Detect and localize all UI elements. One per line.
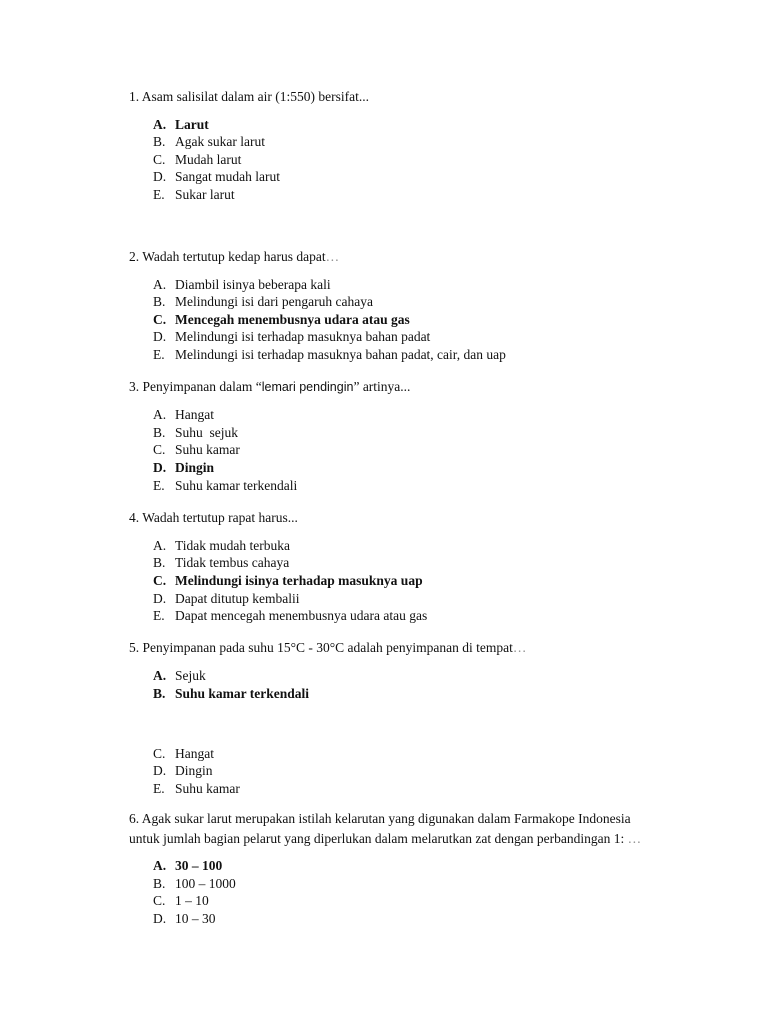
question-5-option-b [153, 685, 309, 703]
question-1-option-c [153, 151, 241, 169]
question-1-option-a [153, 116, 209, 134]
option-text: Mudah larut [175, 152, 242, 167]
option-letter: C. [153, 573, 167, 588]
option-text: Hangat [175, 407, 214, 422]
option-text: Melindungi isinya terhadap masuknya uap [175, 573, 423, 588]
option-letter: B. [153, 425, 166, 440]
option-text: Sukar larut [175, 187, 235, 202]
question-text: 5. Penyimpanan pada suhu 15°C - 30°C adalah penyimpanan di tempat [129, 640, 513, 655]
question-2-text [129, 246, 339, 267]
option-text: Tidak tembus cahaya [175, 555, 290, 570]
option-text: Larut [175, 117, 209, 132]
option-letter: B. [153, 294, 166, 309]
option-letter: E. [153, 608, 165, 623]
option-text: Dapat mencegah menembusnya udara atau gas [175, 608, 428, 623]
option-letter: D. [153, 460, 167, 475]
question-2-option-d [153, 328, 430, 346]
option-letter: A. [153, 538, 167, 553]
question-1-option-d [153, 168, 280, 186]
question-4-option-d [153, 590, 299, 608]
option-letter: C. [153, 442, 166, 457]
question-text-suffix: ” artinya... [353, 379, 411, 394]
option-letter: E. [153, 347, 165, 362]
question-4-option-e [153, 607, 427, 625]
question-1-text: 1. Asam salisilat dalam air (1:550) bersifat... [129, 89, 369, 104]
option-text: Suhu kamar terkendali [175, 686, 310, 701]
question-6-text-line-2 [129, 828, 641, 849]
question-ellipsis: … [325, 249, 340, 264]
question-6-option-b [153, 875, 236, 893]
option-letter: A. [153, 117, 167, 132]
option-text: 100 – 1000 [175, 876, 236, 891]
option-letter: C. [153, 152, 166, 167]
option-text: Tidak mudah terbuka [175, 538, 290, 553]
question-6-option-a [153, 857, 222, 875]
option-text: 30 – 100 [175, 858, 223, 873]
option-letter: C. [153, 312, 167, 327]
option-text: Mencegah menembusnya udara atau gas [175, 312, 410, 327]
option-letter: B. [153, 555, 166, 570]
question-5-option-e [153, 780, 240, 798]
option-letter: C. [153, 746, 166, 761]
question-2-option-c [153, 311, 410, 329]
option-text: Suhu kamar [175, 781, 240, 796]
option-letter: D. [153, 591, 167, 606]
question-5-text [129, 637, 526, 658]
option-text: Hangat [175, 746, 214, 761]
question-2-option-e [153, 346, 506, 364]
option-text: Dingin [175, 763, 213, 778]
option-letter: A. [153, 858, 167, 873]
option-text: Dapat ditutup kembalii [175, 591, 300, 606]
option-letter: D. [153, 169, 167, 184]
option-text: Melindungi isi terhadap masuknya bahan padat, cair, dan uap [175, 347, 506, 362]
question-5-option-c [153, 745, 214, 763]
option-letter: E. [153, 187, 165, 202]
question-1-option-e [153, 186, 235, 204]
option-text: Melindungi isi dari pengaruh cahaya [175, 294, 373, 309]
question-3-option-a [153, 406, 214, 424]
question-4-text: 4. Wadah tertutup rapat harus... [129, 510, 298, 525]
question-1-option-b [153, 133, 265, 151]
option-text: 10 – 30 [175, 911, 216, 926]
question-4-option-b [153, 554, 289, 572]
option-text: Suhu kamar terkendali [175, 478, 298, 493]
option-letter: D. [153, 911, 167, 926]
option-letter: A. [153, 277, 167, 292]
question-6-option-c [153, 892, 209, 910]
option-text: 1 – 10 [175, 893, 209, 908]
option-text: Diambil isinya beberapa kali [175, 277, 331, 292]
question-ellipsis: … [627, 831, 642, 846]
question-4-option-c [153, 572, 423, 590]
option-text: Sangat mudah larut [175, 169, 280, 184]
option-text: Agak sukar larut [175, 134, 265, 149]
option-letter: E. [153, 781, 165, 796]
question-3-option-b [153, 424, 238, 442]
question-3-option-e [153, 477, 297, 495]
question-6-text-line-1: 6. Agak sukar larut merupakan istilah kelarutan yang digunakan dalam Farmakope Indonesia [129, 811, 631, 826]
option-text: Dingin [175, 460, 215, 475]
option-letter: A. [153, 668, 167, 683]
option-letter: E. [153, 478, 165, 493]
question-2-option-b [153, 293, 373, 311]
question-5-option-d [153, 762, 213, 780]
option-text: Suhu sejuk [175, 425, 239, 440]
option-letter: D. [153, 763, 167, 778]
question-ellipsis: … [512, 640, 527, 655]
option-letter: C. [153, 893, 166, 908]
option-letter: A. [153, 407, 167, 422]
option-letter: B. [153, 134, 166, 149]
option-text: Suhu kamar [175, 442, 240, 457]
option-letter: B. [153, 876, 166, 891]
question-2-option-a [153, 276, 331, 294]
option-text: Melindungi isi terhadap masuknya bahan padat [175, 329, 431, 344]
question-text-term: lemari pendingin [261, 380, 354, 394]
question-5-option-a [153, 667, 206, 685]
option-letter: B. [153, 686, 166, 701]
question-4-option-a [153, 537, 290, 555]
question-3-text [129, 376, 410, 398]
option-text: Sejuk [175, 668, 206, 683]
question-text: 2. Wadah tertutup kedap harus dapat [129, 249, 326, 264]
question-3-option-d [153, 459, 214, 477]
question-text-prefix: 3. Penyimpanan dalam “ [129, 379, 262, 394]
question-text: untuk jumlah bagian pelarut yang diperlukan dalam melarutkan zat dengan perbandingan 1: [129, 831, 625, 846]
option-letter: D. [153, 329, 167, 344]
question-6-option-d [153, 910, 216, 928]
question-3-option-c [153, 441, 240, 459]
